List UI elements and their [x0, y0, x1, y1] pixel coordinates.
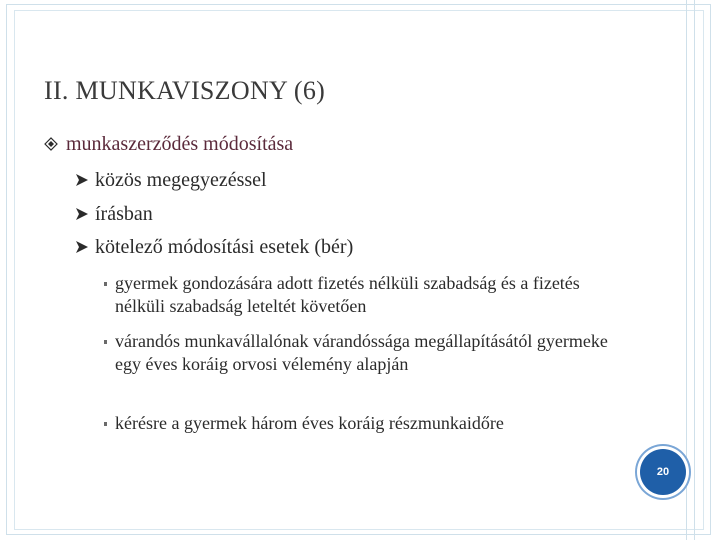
list-item-text: kötelező módosítási esetek (bér) — [95, 236, 354, 258]
small-square-icon — [104, 422, 107, 426]
flag-diamond-icon — [44, 137, 58, 151]
small-square-icon — [104, 282, 107, 286]
slide-right-rail — [686, 0, 687, 540]
list-item-text: írásban — [95, 203, 153, 225]
list-item-text: közös megegyezéssel — [95, 169, 267, 191]
slide-title: II. MUNKAVISZONY (6) — [44, 76, 326, 105]
page-number-badge: 20 — [640, 449, 686, 495]
heading-text: munkaszerződés módosítása — [66, 133, 294, 155]
sub-list-item-text: gyermek gondozására adott fizetés nélküli szabadság és a fizetés nélküli szabadság leteltét követően — [115, 273, 580, 316]
arrow-right-icon — [75, 173, 89, 187]
sub-list-item-text: kérésre a gyermek három éves koráig részmunkaidőre — [115, 413, 504, 433]
arrow-right-icon — [75, 207, 89, 221]
sub-list-item-text: várandós munkavállalónak várandóssága megállapításától gyermeke egy éves koráig orvosi vélemény alapján — [115, 331, 608, 374]
slide-right-rail — [694, 0, 695, 540]
arrow-right-icon — [75, 240, 89, 254]
small-square-icon — [104, 340, 107, 344]
